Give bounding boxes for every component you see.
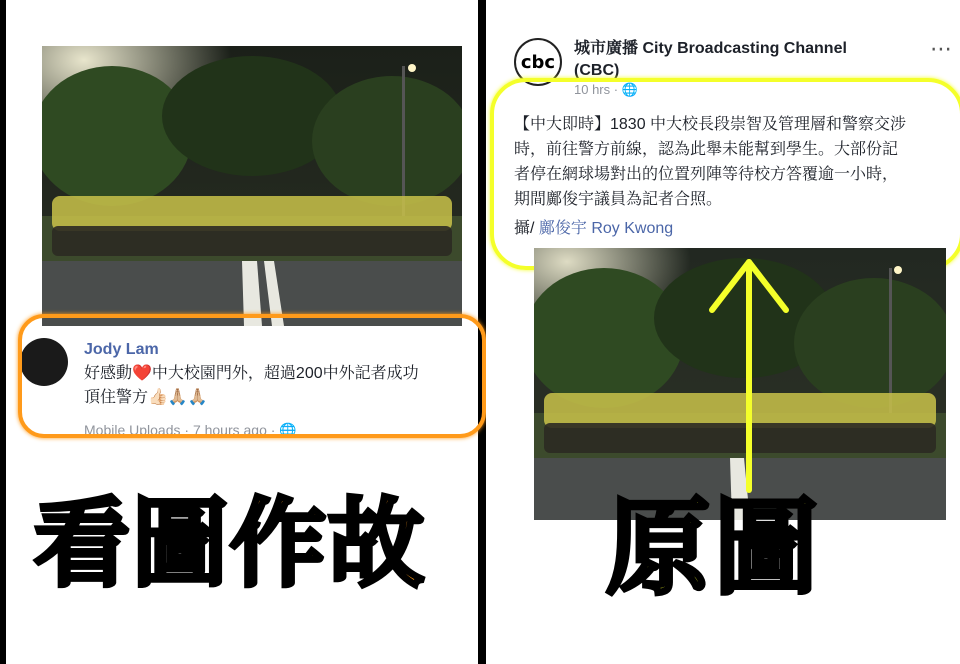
post-meta: Mobile Uploads · 7 hours ago · 🌐 bbox=[84, 422, 297, 438]
arrow-up-icon bbox=[704, 250, 794, 500]
post-time[interactable]: 10 hrs · 🌐 bbox=[574, 82, 638, 97]
highlight-outline bbox=[18, 314, 486, 438]
highlight-outline bbox=[490, 78, 960, 270]
post-line: 【中大即時】1830 中大校長段崇智及管理層和警察交涉 bbox=[514, 116, 907, 133]
caption-fake: 看圖作故 bbox=[34, 488, 426, 600]
post-line: 好感動❤️中大校園門外，超過200中外記者成功 bbox=[84, 365, 419, 382]
crowd-night-photo bbox=[42, 46, 462, 326]
post-line: 時，前往警方前線，認為此舉未能幫到學生。大部份記 bbox=[514, 141, 899, 158]
post-line: 頂住警方👍🏻🙏🏼🙏🏼 bbox=[84, 389, 208, 406]
fake-post-panel bbox=[6, 0, 478, 664]
credit-name-link[interactable]: 鄺俊宇 Roy Kwong bbox=[538, 220, 674, 237]
original-post-panel bbox=[486, 0, 960, 664]
logo-text: cbc bbox=[520, 51, 556, 73]
page-name-line: 城市廣播 City Broadcasting Channel bbox=[574, 40, 847, 57]
author-name[interactable]: Jody Lam bbox=[84, 341, 159, 358]
post-line: 期間鄺俊宇議員為記者合照。 bbox=[514, 191, 723, 208]
caption-original: 原圖 bbox=[606, 487, 823, 609]
more-options-icon[interactable]: ⋯ bbox=[930, 36, 952, 61]
page-name-line: (CBC) bbox=[574, 62, 620, 79]
post-line: 者停在網球場對出的位置列陣等待校方答覆逾一小時， bbox=[514, 166, 899, 183]
post-photo[interactable] bbox=[42, 46, 462, 326]
credit-prefix: 攝/ bbox=[514, 220, 539, 237]
page-name[interactable] bbox=[574, 38, 847, 82]
